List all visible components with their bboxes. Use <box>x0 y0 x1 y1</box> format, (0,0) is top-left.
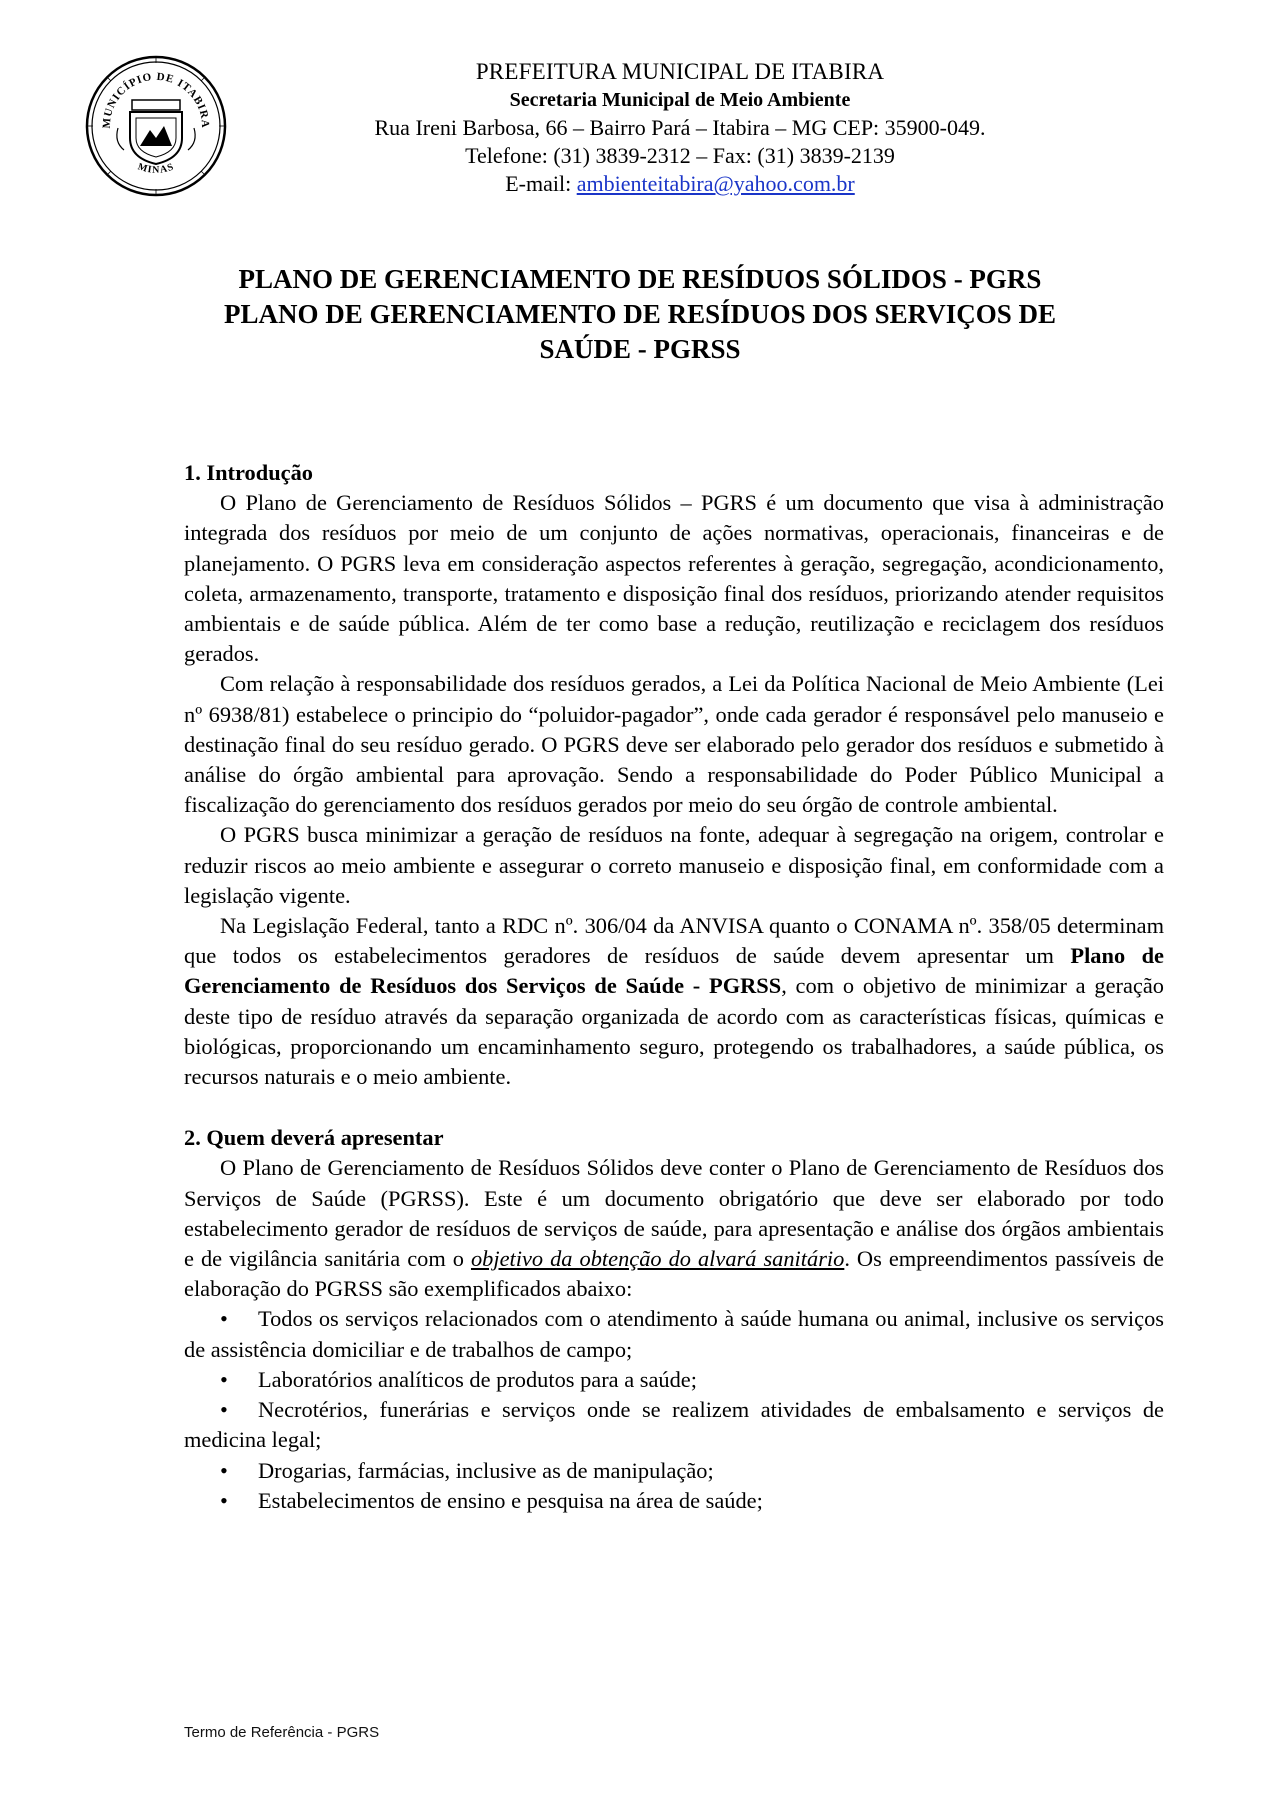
s2-emphasis-alvara: objetivo da obtenção do alvará sanitário <box>470 1246 845 1272</box>
section-1-heading: 1. Introdução <box>184 460 313 485</box>
list-item-text: Necrotérios, funerárias e serviços onde se realizem atividades de embalsamento e serviços de medicina legal; <box>184 1397 1164 1453</box>
section-1-paragraph-1: O Plano de Gerenciamento de Resíduos Sólidos – PGRS é um documento que visa à administração integrada dos resíduos por meio de um conjunto de ações normativas, operacionais, financeiras e de planejamento. O PGRS leva em consideração aspectos referentes à geração, segregação, acondicionamento, coleta, armazenamento, transporte, tratamento e disposição final dos resíduos, priorizando atender requisitos ambientais e de saúde pública. Além de ter como base a redução, reutilização e reciclagem dos resíduos gerados. <box>184 490 1164 667</box>
list-item-text: Laboratórios analíticos de produtos para a saúde; <box>258 1366 697 1392</box>
email-link[interactable]: ambienteitabira@yahoo.com.br <box>576 171 855 196</box>
svg-text:MUNICÍPIO DE ITABIRA: MUNICÍPIO DE ITABIRA <box>100 70 212 129</box>
document-title <box>150 262 1130 367</box>
list-item <box>184 1365 1164 1395</box>
page-footer: Termo de Referência - PGRS <box>184 1724 380 1741</box>
title-line-2: PLANO DE GERENCIAMENTO DE RESÍDUOS DOS SERVIÇOS DE <box>224 299 1056 329</box>
establishments-list <box>184 1304 1164 1515</box>
title-line-1: PLANO DE GERENCIAMENTO DE RESÍDUOS SÓLIDOS - PGRS <box>238 264 1042 294</box>
list-item <box>184 1395 1164 1455</box>
letterhead-email-line <box>300 170 1060 198</box>
section-1-paragraph-4 <box>184 911 1164 1092</box>
bullet-icon: • <box>220 1366 228 1392</box>
list-item <box>184 1486 1164 1516</box>
section-1-paragraph-2: Com relação à responsabilidade dos resíduos gerados, a Lei da Política Nacional de Meio Ambiente (Lei nº 6938/81) estabelece o principio do “poluidor-pagador”, onde cada gerador é responsável pelo manuseio e destinação final do seu resíduo gerado. O PGRS deve ser elaborado pelo gerador dos resíduos e submetido à análise do órgão ambiental para aprovação. Sendo a responsabilidade do Poder Público Municipal a fiscalização do gerenciamento dos resíduos gerados por meio do seu órgão de controle ambiental. <box>184 671 1164 818</box>
list-item-text: Estabelecimentos de ensino e pesquisa na área de saúde; <box>258 1487 763 1513</box>
bullet-icon: • <box>220 1306 228 1332</box>
title-line-3: SAÚDE - PGRSS <box>539 334 741 364</box>
list-item <box>184 1456 1164 1486</box>
section-2-paragraph-1 <box>184 1153 1164 1304</box>
s2-text-c: . Os empreendimentos passíveis de elaboração do PGRSS são exemplificados abaixo: <box>184 1246 1164 1302</box>
list-item-text: Drogarias, farmácias, inclusive as de manipulação; <box>258 1457 714 1483</box>
letterhead-department: Secretaria Municipal de Meio Ambiente <box>509 89 851 111</box>
p4-text-a: Na Legislação Federal, tanto a RDC nº. 306/04 da ANVISA quanto o CONAMA nº. 358/05 determinam que todos os estabelecimentos geradores de resíduos de saúde devem apresentar um <box>184 913 1164 969</box>
letterhead-phone: Telefone: (31) 3839-2312 – Fax: (31) 3839-2139 <box>465 143 895 168</box>
section-2-heading: 2. Quem deverá apresentar <box>184 1125 444 1151</box>
letterhead <box>300 58 1060 198</box>
document-body <box>184 458 1164 1516</box>
letterhead-address: Rua Ireni Barbosa, 66 – Bairro Pará – Itabira – MG CEP: 35900-049. <box>374 115 986 140</box>
email-label: E-mail: <box>505 171 577 196</box>
list-item-text: Todos os serviços relacionados com o atendimento à saúde humana ou animal, inclusive os serviços de assistência domiciliar e de trabalhos de campo; <box>184 1306 1164 1362</box>
bullet-icon: • <box>220 1487 228 1513</box>
section-1-paragraph-3: O PGRS busca minimizar a geração de resíduos na fonte, adequar à segregação na origem, controlar e reduzir riscos ao meio ambiente e assegurar o correto manuseio e disposição final, em conformidade com a legislação vigente. <box>184 822 1164 908</box>
letterhead-org: PREFEITURA MUNICIPAL DE ITABIRA <box>475 59 885 84</box>
list-item <box>184 1304 1164 1364</box>
s2-text-a: O Plano de Gerenciamento de Resíduos Sólidos deve conter o Plano de Gerenciamento de Resíduos dos Serviços de Saúde (PGRSS). Este é um documento obrigatório que deve ser elaborado por todo estabelecimento gerador de resíduos de serviços de saúde, para apresentação e análise dos órgãos ambientais e de vigilância sanitária com o <box>184 1155 1164 1272</box>
bullet-icon: • <box>220 1397 228 1423</box>
bullet-icon: • <box>220 1457 228 1483</box>
p4-text-c: , com o objetivo de minimizar a geração deste tipo de resíduo através da separação organizada de acordo com as características físicas, químicas e biológicas, proporcionando um encaminhamento seguro, protegendo os trabalhadores, a saúde pública, os recursos naturais e o meio ambiente. <box>184 973 1164 1090</box>
municipal-seal-icon <box>84 54 228 198</box>
svg-text:MINAS: MINAS <box>136 161 176 176</box>
p4-bold-plan-name: Plano de Gerenciamento de Resíduos dos Serviços de Saúde - PGRSS <box>184 943 1164 999</box>
